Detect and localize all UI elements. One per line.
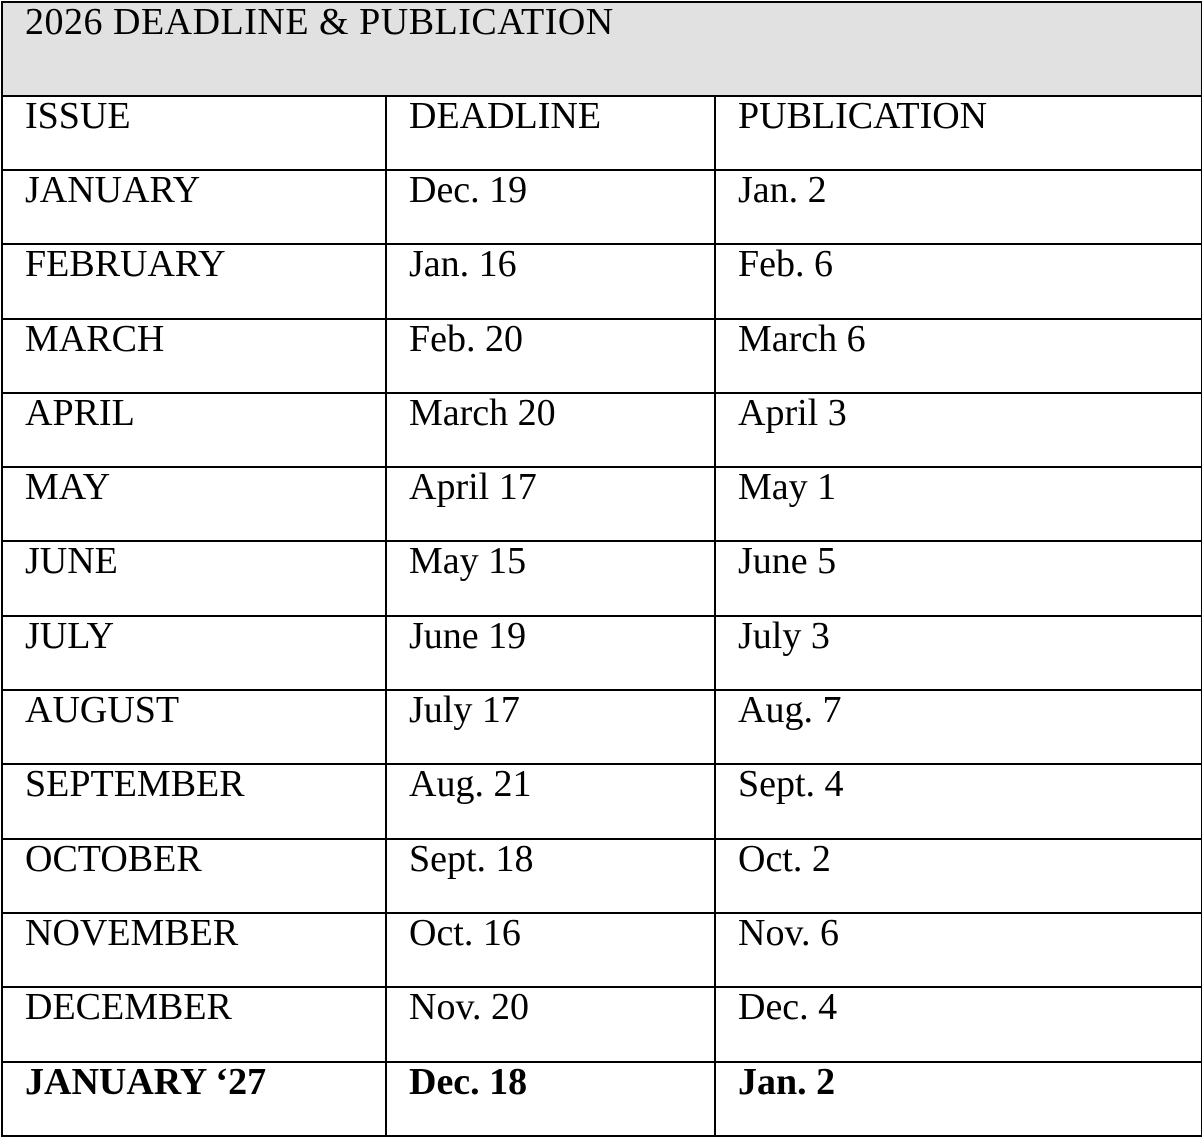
deadline-cell: Jan. 16 [386, 244, 715, 318]
table-row [2, 764, 1202, 838]
publication-cell: Sept. 4 [715, 764, 1202, 838]
column-header-row [2, 96, 1202, 170]
deadline-cell: Dec. 18 [386, 1062, 715, 1136]
table-row [2, 1062, 1202, 1136]
issue-cell: SEPTEMBER [2, 764, 386, 838]
publication-cell: Jan. 2 [715, 170, 1202, 244]
deadline-cell: March 20 [386, 393, 715, 467]
publication-cell: Feb. 6 [715, 244, 1202, 318]
table-row [2, 616, 1202, 690]
deadline-cell: Oct. 16 [386, 913, 715, 987]
column-header-issue: ISSUE [2, 96, 386, 170]
publication-cell: Aug. 7 [715, 690, 1202, 764]
issue-cell: OCTOBER [2, 839, 386, 913]
table-row [2, 170, 1202, 244]
issue-cell: JANUARY ‘27 [2, 1062, 386, 1136]
publication-cell: July 3 [715, 616, 1202, 690]
issue-cell: JANUARY [2, 170, 386, 244]
deadline-cell: Feb. 20 [386, 319, 715, 393]
schedule-table [1, 1, 1202, 1137]
publication-cell: Jan. 2 [715, 1062, 1202, 1136]
publication-cell: March 6 [715, 319, 1202, 393]
table-title: 2026 DEADLINE & PUBLICATION [2, 2, 1202, 96]
deadline-cell: July 17 [386, 690, 715, 764]
issue-cell: FEBRUARY [2, 244, 386, 318]
table-row [2, 987, 1202, 1061]
deadline-cell: May 15 [386, 541, 715, 615]
issue-cell: MAY [2, 467, 386, 541]
deadline-cell: Dec. 19 [386, 170, 715, 244]
issue-cell: JUNE [2, 541, 386, 615]
deadline-cell: Aug. 21 [386, 764, 715, 838]
issue-cell: JULY [2, 616, 386, 690]
deadline-cell: June 19 [386, 616, 715, 690]
title-row [2, 2, 1202, 96]
publication-cell: Dec. 4 [715, 987, 1202, 1061]
column-header-publication: PUBLICATION [715, 96, 1202, 170]
issue-cell: MARCH [2, 319, 386, 393]
publication-cell: April 3 [715, 393, 1202, 467]
deadline-cell: April 17 [386, 467, 715, 541]
table-row [2, 244, 1202, 318]
issue-cell: DECEMBER [2, 987, 386, 1061]
table-row [2, 913, 1202, 987]
issue-cell: APRIL [2, 393, 386, 467]
publication-cell: June 5 [715, 541, 1202, 615]
column-header-deadline: DEADLINE [386, 96, 715, 170]
table-row [2, 319, 1202, 393]
deadline-cell: Nov. 20 [386, 987, 715, 1061]
deadline-cell: Sept. 18 [386, 839, 715, 913]
publication-cell: May 1 [715, 467, 1202, 541]
table-row [2, 690, 1202, 764]
table-row [2, 541, 1202, 615]
publication-cell: Oct. 2 [715, 839, 1202, 913]
table-row [2, 839, 1202, 913]
publication-cell: Nov. 6 [715, 913, 1202, 987]
table-row [2, 467, 1202, 541]
table-row [2, 393, 1202, 467]
issue-cell: NOVEMBER [2, 913, 386, 987]
issue-cell: AUGUST [2, 690, 386, 764]
